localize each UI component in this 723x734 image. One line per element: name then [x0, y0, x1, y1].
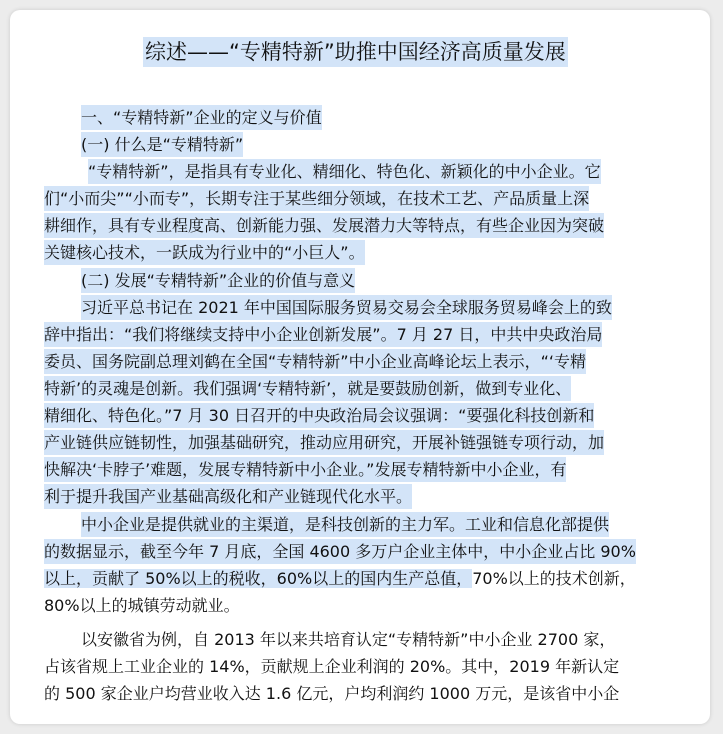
paragraph-line: 的数据显示，截至今年 7 月底，全国 4600 多万户企业主体中，中小企业占比 90% — [44, 539, 636, 564]
document-title: 综述——“专精特新”助推中国经济高质量发展 — [143, 37, 568, 67]
paragraph-line: 们“小而尖”“小而专”，长期专注于某些细分领域，在技术工艺、产品质量上深 — [44, 186, 589, 211]
paragraph-line: 耕细作，具有专业程度高、创新能力强、发展潜力大等特点，有些企业因为突破 — [44, 213, 604, 238]
paragraph-line: 委员、国务院副总理刘鹤在全国“专精特新”中小企业高峰论坛上表示，“‘专精 — [44, 349, 586, 374]
paragraph-line: 的 500 家企业户均营业收入达 1.6 亿元，户均利润约 1000 万元，是该省中小企 — [44, 684, 620, 703]
paragraph-line: 习近平总书记在 2021 年中国国际服务贸易交易会全球服务贸易峰会上的致 — [81, 295, 612, 320]
paragraph-line: 产业链供应链韧性，加强基础研究，推动应用研究，开展补链强链专项行动，加 — [44, 430, 604, 455]
section-heading-1: 一、“专精特新”企业的定义与价值 — [81, 105, 322, 130]
paragraph-line: 关键核心技术，一跃成为行业中的“小巨人”。 — [44, 240, 365, 265]
paragraph-line: 利于提升我国产业基础高级化和产业链现代化水平。 — [44, 484, 412, 509]
highlighted-text: 以上，贡献了 50%以上的税收，60%以上的国内生产总值， — [44, 569, 473, 588]
paragraph-line: 中小企业是提供就业的主渠道，是科技创新的主力军。工业和信息化部提供 — [81, 512, 609, 537]
document-page — [10, 10, 710, 724]
paragraph-line: 80%以上的城镇劳动就业。 — [44, 596, 240, 615]
paragraph-line: 占该省规上工业企业的 14%，贡献规上企业利润的 20%。其中，2019 年新认定 — [44, 657, 620, 676]
paragraph-line-cut — [44, 708, 60, 724]
subsection-heading-2: (二) 发展“专精特新”企业的价值与意义 — [81, 268, 355, 293]
subsection-heading-1: (一) 什么是“专精特新” — [81, 132, 243, 157]
paragraph-line: “专精特新”，是指具有专业化、精细化、特色化、新颖化的中小企业。它 — [88, 159, 601, 184]
paragraph-line: 精细化、特色化。”7 月 30 日召开的中央政治局会议强调：“要强化科技创新和 — [44, 403, 594, 428]
paragraph-line: 辞中指出：“我们将继续支持中小企业创新发展”。7 月 27 日，中共中央政治局 — [44, 322, 602, 347]
paragraph-line — [44, 566, 636, 591]
paragraph-line: 以安徽省为例，自 2013 年以来共培育认定“专精特新”中小企业 2700 家， — [81, 630, 616, 649]
paragraph-line: 快解决‘卡脖子’难题，发展专精特新中小企业。”发展专精特新中小企业，有 — [44, 457, 566, 482]
paragraph-line: 特新’的灵魂是创新。我们强调‘专精特新’，就是要鼓励创新，做到专业化、 — [44, 376, 571, 401]
plain-text: 70%以上的技术创新， — [472, 569, 636, 588]
